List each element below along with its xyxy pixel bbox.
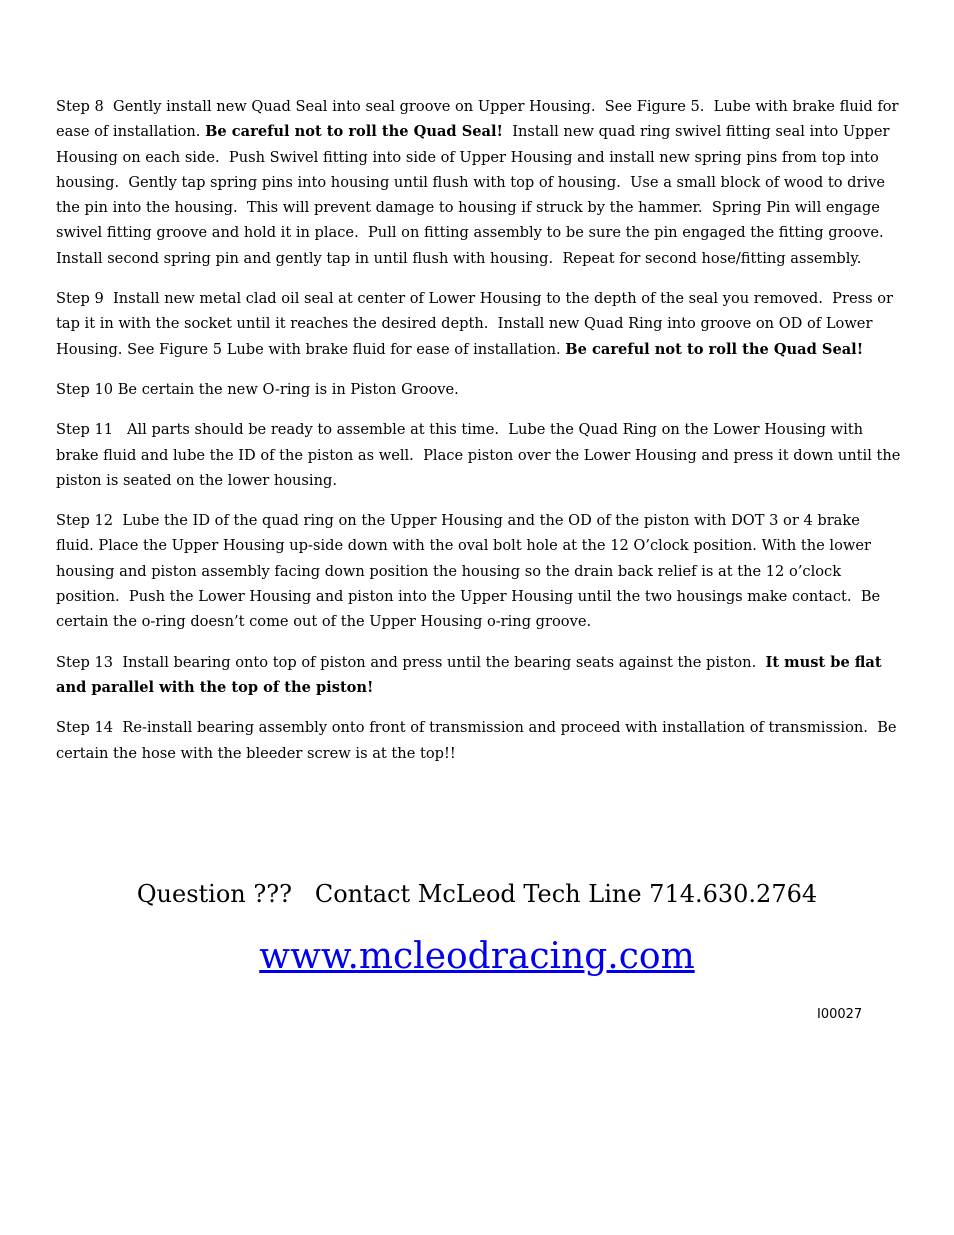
step-13-warning: It must be flat and parallel with the top of the piston!: [56, 653, 887, 696]
website-block: [0, 930, 954, 984]
step-11-text: Step 11 All parts should be ready to assemble at this time. Lube the Quad Ring on the Lower Housing with brake fluid and lube the ID of the piston as well. Place piston over the Lower Housing and press it down until the piston is seated on the lower housing.: [56, 421, 906, 489]
step-9: [56, 286, 901, 362]
tech-line-contact: Question ??? Contact McLeod Tech Line 714.630.2764: [136, 880, 818, 908]
step-13: [56, 650, 901, 701]
step-8-warning: Be careful not to roll the Quad Seal!: [205, 123, 503, 141]
document-id: I00027: [817, 1007, 863, 1022]
step-10-text: Step 10 Be certain the new O-ring is in Piston Groove.: [56, 380, 459, 398]
step-14-text: Step 14 Re-install bearing assembly onto front of transmission and proceed with installation of transmission. Be certain the hose with the bleeder screw is at the top!!: [56, 719, 902, 762]
step-8-text: Step 8 Gently install new Quad Seal into seal groove on Upper Housing. See Figure 5. Lube with brake fluid for ease of installation.: [56, 98, 904, 141]
step-8: [56, 94, 904, 271]
step-10: [56, 377, 901, 402]
step-12-text: Step 12 Lube the ID of the quad ring on the Upper Housing and the OD of the piston with DOT 3 or 4 brake fluid. Place the Upper Housing up-side down with the oval bolt hole at the 12 O’clock position. With the lower housing and piston assembly facing down position the housing so the drain back relief is at the 12 o’clock position. Push the Lower Housing and piston into the Upper Housing until the two housings make contact. Be certain the o-ring doesn’t come out of the Upper Housing o-ring groove.: [56, 512, 885, 631]
website-link[interactable]: www.mcleodracing.com: [259, 936, 695, 977]
step-9-text: Step 9 Install new metal clad oil seal at center of Lower Housing to the depth of the seal you removed. Press or tap it in with the socket until it reaches the desired depth. Install new Quad Ring into groove on OD of Lower Housing. See Figure 5 Lube with brake fluid for ease of installation.: [56, 290, 898, 358]
step-14: [56, 715, 901, 766]
step-9-warning: Be careful not to roll the Quad Seal!: [565, 340, 864, 358]
step-11: [56, 417, 906, 493]
step-8-text-cont: Install new quad ring swivel fitting seal into Upper Housing on each side. Push Swivel fitting into side of Upper Housing and install new spring pins from top into housing. Gently tap spring pins into housing until flush with top of housing. Use a small block of wood to drive the pin into the housing. This will prevent damage to housing if struck by the hammer. Spring Pin will engage swivel fitting groove and hold it in place. Pull on fitting assembly to be sure the pin engaged the fitting groove. Install second spring pin and gently tap in until flush with housing. Repeat for second hose/fitting assembly.: [56, 123, 895, 267]
step-13-text: Step 13 Install bearing onto top of piston and press until the bearing seats against the piston.: [56, 653, 766, 671]
instruction-body: [56, 94, 906, 781]
step-12: [56, 508, 901, 634]
